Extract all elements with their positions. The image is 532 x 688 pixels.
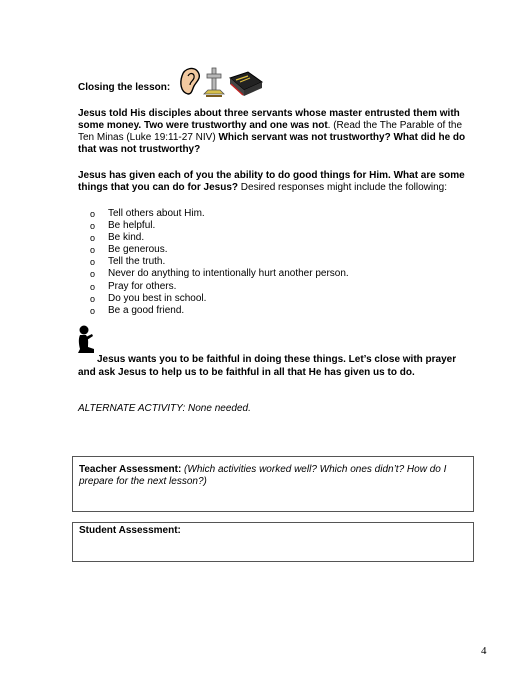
bullet-icon: o <box>90 233 96 244</box>
closing-heading: Closing the lesson: <box>78 82 171 93</box>
list-item: o Never do anything to intentionally hurt another person. <box>90 268 349 280</box>
bullet-icon: o <box>90 269 96 280</box>
prayer-line-2: and ask Jesus to help us to be faithful in all that He has given us to do. <box>78 367 415 378</box>
list-item: o Pray for others. <box>90 280 177 292</box>
bullet-icon: o <box>90 281 96 292</box>
bullet-icon: o <box>90 221 96 232</box>
student-assessment-label: Student Assessment: <box>79 525 181 536</box>
good-things-paragraph <box>78 170 478 194</box>
parable-reference-text: . (Read the The Parable of the Ten Minas (Luke 19:11-27 NIV) <box>78 120 463 143</box>
desired-responses-list <box>88 208 468 317</box>
list-item: o Be helpful. <box>90 220 156 232</box>
list-item: o Be a good friend. <box>90 304 185 316</box>
praying-child-icon <box>76 325 98 355</box>
student-assessment-box <box>72 522 474 562</box>
list-item: o Be kind. <box>90 232 145 244</box>
bullet-icon: o <box>90 245 96 256</box>
bullet-icon: o <box>90 209 96 219</box>
prayer-line-1: Jesus wants you to be faithful in doing these things. Let’s close with prayer <box>97 354 457 365</box>
teacher-assessment-box <box>72 456 474 512</box>
ear-icon <box>181 69 199 94</box>
bullet-icon: o <box>90 257 96 268</box>
list-item: o Do you best in school. <box>90 292 207 304</box>
bullet-icon: o <box>90 293 96 304</box>
good-things-bold-text: Jesus has given each of you the ability to do good things for Him. What are some things that you can do for Jesus? <box>78 170 465 193</box>
bullet-icon: o <box>90 305 96 316</box>
good-things-responses-intro: Desired responses might include the following: <box>238 182 448 193</box>
parable-bold-text: Jesus told His disciples about three servants whose master entrusted them with some money. Two were trustworthy and one was not <box>78 108 460 131</box>
list-item: o Tell the truth. <box>90 256 166 268</box>
list-item: o Tell others about Him. <box>90 208 205 219</box>
teacher-assessment-prompt: (Which activities worked well? Which ones didn’t? How do I prepare for the next lesson?) <box>79 464 447 487</box>
parable-paragraph <box>78 108 478 156</box>
cross-icon <box>204 68 224 96</box>
teacher-assessment-label: Teacher Assessment: <box>79 464 182 475</box>
alternate-activity: ALTERNATE ACTIVITY: None needed. <box>78 403 251 414</box>
parable-question-text: Which servant was not trustworthy? What did he do that was not trustworthy? <box>78 132 466 155</box>
lesson-icons <box>178 64 264 100</box>
page-number: 4 <box>481 645 487 657</box>
list-item: o Be generous. <box>90 244 168 256</box>
bible-icon <box>230 72 262 96</box>
